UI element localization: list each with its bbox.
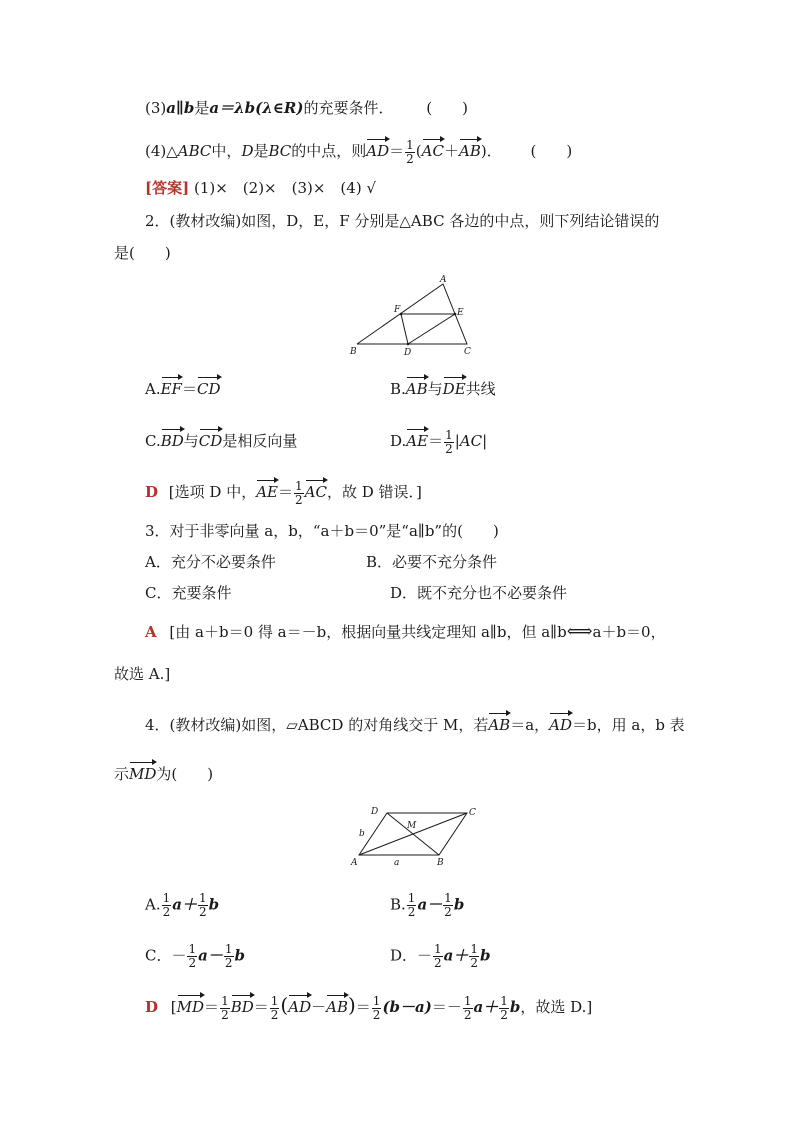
vector-ab: AB: [459, 137, 481, 161]
q3-option-c: C．充要条件: [145, 584, 232, 602]
q2-option-c: C.BD与CD是相反向量: [145, 427, 297, 451]
q2-stem-line2: 是( ): [114, 244, 171, 262]
q2-option-d: D.AE＝ $\frac{1}{2}$ |AC|: [390, 427, 488, 456]
label-a: A: [351, 858, 358, 868]
label-c: C: [464, 347, 471, 357]
q1-item4: (4)△ABC中，D是BC的中点，则AD＝ $\frac{1}{2}$ (AC＋AB)． ( ): [145, 137, 573, 166]
label-d: D: [371, 807, 379, 817]
label-f: F: [394, 305, 401, 315]
q2-stem-line1: 2．(教材改编)如图，D，E，F 分别是△ABC 各边的中点，则下列结论错误的: [145, 212, 660, 230]
label-b: B: [350, 347, 357, 357]
q4-stem-line2: 示MD为( ): [114, 760, 213, 784]
equivalence-arrow: ⟺: [566, 621, 593, 642]
label-e: E: [457, 308, 464, 318]
answer-tag: [答案]: [145, 179, 190, 197]
label-m: M: [407, 821, 417, 831]
q4-option-d: D．－ $\frac{1}{2}$ a＋ $\frac{1}{2}$ b: [390, 942, 491, 970]
q2-option-a: A.EF＝CD: [145, 375, 221, 399]
q3-option-b: B．必要不充分条件: [366, 553, 498, 571]
q4-option-a: A. $\frac{1}{2}$ a＋ $\frac{1}{2}$ b: [145, 891, 220, 919]
q4-answer: D [MD＝ $\frac{1}{2}$ BD＝ $\frac{1}{2}$ (AD－AB)＝ $\frac{1}{2}$ (b－a)＝－ $\frac{1}{2}$ a＋ $\frac{1}{2}$ b，故选 D.]: [145, 993, 593, 1022]
answer-blank: ( ): [426, 99, 468, 117]
q2-option-b: B.AB与DE共线: [390, 375, 496, 399]
vector-ac: AC: [422, 137, 444, 161]
label-vector-b: b: [359, 829, 365, 839]
triangle-def: [401, 314, 455, 344]
label-a: A: [440, 275, 447, 285]
label-vector-a: a: [394, 858, 400, 868]
q3-answer-line2: 故选 A.]: [114, 665, 171, 683]
label-c: C: [469, 808, 476, 818]
q2-answer: D [选项 D 中，AE＝ $\frac{1}{2}$ AC，故 D 错误．]: [145, 478, 422, 507]
triangle-figure: [345, 272, 485, 362]
label-b: B: [437, 858, 444, 868]
answer-blank: ( ): [530, 142, 573, 160]
q1-item3: (3)a∥b是a＝λb(λ∈R)的充要条件． ( ): [145, 99, 468, 117]
q4-option-c: C．－ $\frac{1}{2}$ a－ $\frac{1}{2}$ b: [145, 942, 245, 970]
fraction-half: $\frac{1}{2}$: [406, 137, 414, 166]
cond-a-parallel-b: a∥b: [166, 99, 195, 117]
diagonal-bd: [387, 813, 439, 855]
q3-answer: A [由 a＋b＝0 得 a＝－b，根据向量共线定理知 a∥b，但 a∥b⟺a＋b＝0，: [145, 621, 666, 642]
parallelogram-figure: [345, 803, 485, 873]
q3-option-a: A．充分不必要条件: [145, 553, 276, 571]
q1-answer: [答案] (1)× (2)× (3)× (4) √: [145, 179, 377, 197]
q4-option-b: B. $\frac{1}{2}$ a－ $\frac{1}{2}$ b: [390, 891, 465, 919]
label-d: D: [404, 348, 412, 358]
vector-ad: AD: [366, 137, 389, 161]
q4-stem-line1: 4．(教材改编)如图，▱ABCD 的对角线交于 M，若AB＝a，AD＝b，用 a，b 表: [145, 711, 685, 735]
q3-option-d: D．既不充分也不必要条件: [390, 584, 568, 602]
q3-stem: 3．对于非零向量 a，b，“a＋b＝0”是“a∥b”的( ): [145, 522, 499, 540]
